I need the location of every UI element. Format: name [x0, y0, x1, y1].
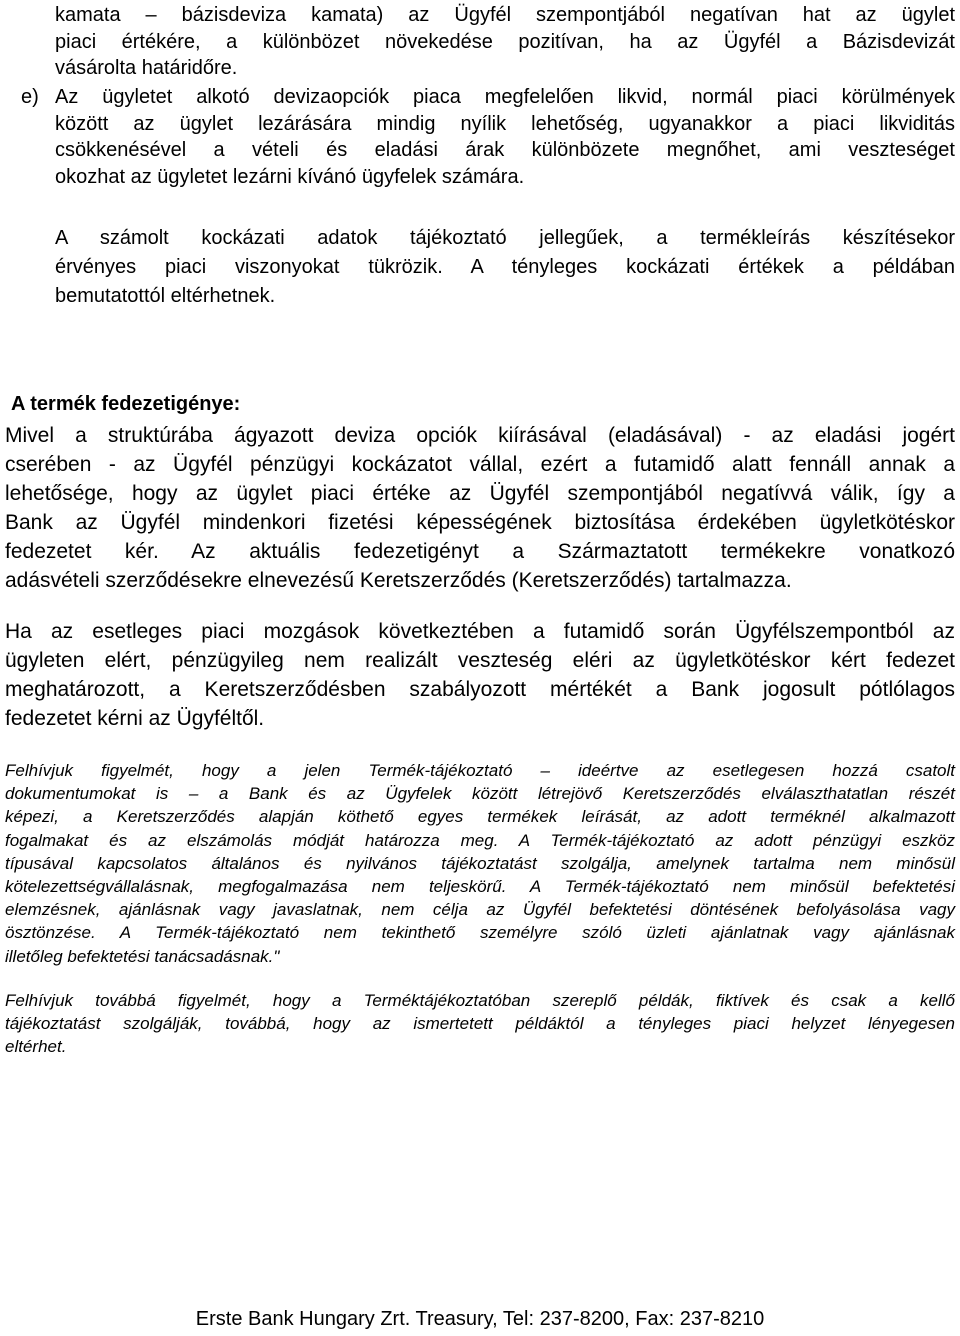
text-line: eltérhet.	[5, 1037, 67, 1057]
list-item-e	[55, 84, 955, 190]
disclaimer-notice-1	[5, 759, 955, 968]
text-line: fogalmakat és az elszámolás módját határozza meg. A Termék-tájékoztató az adott pénzügyi eszköz	[5, 830, 955, 850]
section-heading: A termék fedezetigénye:	[11, 393, 241, 415]
text-line: meghatározott, a Keretszerződésben szabályozott mértékét a Bank jogosult pótlólagos	[5, 678, 955, 701]
list-marker-e: e)	[21, 86, 39, 108]
text-line: bemutatottól eltérhetnek.	[55, 285, 276, 307]
text-line: Mivel a struktúrába ágyazott deviza opciók kiírásával (eladásával) - az eladási jogért	[5, 424, 955, 447]
text-line: piaci értékére, a különbözet növekedése pozitívan, ha az Ügyfél a Bázisdevizát	[55, 30, 955, 53]
text-line: között az ügylet lezárására mindig nyílik lehetőség, ugyanakkor a piaci likviditás	[55, 112, 955, 135]
text-line: okozhat az ügyletet lezárni kívánó ügyfelek számára.	[55, 165, 525, 188]
text-line: tájékoztatást szolgálják, továbbá, hogy az ismertetett példáktól a tényleges piaci helyzet lényegesen	[5, 1014, 955, 1034]
text-line: Bank az Ügyfél mindenkori fizetési képességének biztosítása érdekében ügyletkötéskor	[5, 511, 955, 534]
page-footer: Erste Bank Hungary Zrt. Treasury, Tel: 237-8200, Fax: 237-8210	[195, 1308, 765, 1330]
text-line: kötelezettségvállalásnak, megfogalmazása nem teljeskörű. A Termék-tájékoztató nem minősül befektetési	[5, 877, 955, 897]
text-line: adásvételi szerződésekre elnevezésű Keretszerződés (Keretszerződés) tartalmazza.	[5, 569, 792, 592]
text-line: elemzésnek, ajánlásnak vagy javaslatnak, nem célja az Ügyfél befektetési döntésének befolyásolása vagy	[5, 900, 955, 920]
text-line: Az ügyletet alkotó devizaopciók piaca megfelelően likvid, normál piaci körülmények	[55, 86, 955, 108]
text-line: kamata – bázisdeviza kamata) az Ügyfél szempontjából negatívan hat az ügylet	[55, 4, 955, 26]
calculated-risk-paragraph	[55, 224, 955, 311]
text-line: érvényes piaci viszonyokat tükrözik. A tényleges kockázati értékek a példában	[55, 256, 955, 278]
text-line: fedezetet kérni az Ügyféltől.	[5, 707, 265, 730]
text-line: cserében - az Ügyfél pénzügyi kockázatot vállal, ezért a futamidő alatt fennáll annak a	[5, 453, 955, 476]
margin-paragraph-1	[5, 421, 955, 595]
text-line: A számolt kockázati adatok tájékoztató jellegűek, a termékleírás készítésekor	[55, 227, 955, 249]
text-line: ügyleten elért, pénzügyileg nem realizált veszteség eléri az ügyletkötéskor kért fedezet	[5, 649, 955, 672]
text-line: dokumentumokat is – a Bank és az Ügyfelek között létrejövő Keretszerződés elválaszthatatlan részét	[5, 784, 955, 804]
text-line: vásárolta határidőre.	[55, 57, 238, 79]
text-line: ösztönzése. A Termék-tájékoztató nem tekinthető személyre szóló üzleti ajánlatnak vagy ajánlásnak	[5, 923, 955, 943]
text-line: lehetősége, hogy az ügylet piaci értéke az Ügyfél szempontjából negatívvá válik, így a	[5, 482, 955, 505]
text-line: típusával kapcsolatos általános és nyilvános tájékoztatást szolgálja, amelynek tartalma nem minősül	[5, 853, 955, 873]
margin-paragraph-2	[5, 617, 955, 733]
text-line: illetőleg befektetési tanácsadásnak."	[5, 946, 280, 966]
text-line: Felhívjuk továbbá figyelmét, hogy a Terméktájékoztatóban szereplő példák, fiktívek és csak a kellő	[5, 991, 955, 1010]
text-line: Felhívjuk figyelmét, hogy a jelen Termék-tájékoztató – ideértve az esetlegesen hozzá csatolt	[5, 761, 955, 780]
text-line: fedezetet kér. Az aktuális fedezetigényt a Származtatott termékekre vonatkozó	[5, 540, 955, 563]
intro-paragraph	[55, 2, 955, 82]
text-line: Ha az esetleges piaci mozgások következtében a futamidő során Ügyfélszempontból az	[5, 620, 955, 643]
text-line: csökkenésével a vételi és eladási árak különbözete megnőhet, ami veszteséget	[55, 139, 955, 161]
text-line: képezi, a Keretszerződés alapján köthető egyes termékek leírását, az adott terméknél alkalmazott	[5, 807, 955, 827]
disclaimer-notice-2	[5, 989, 955, 1059]
